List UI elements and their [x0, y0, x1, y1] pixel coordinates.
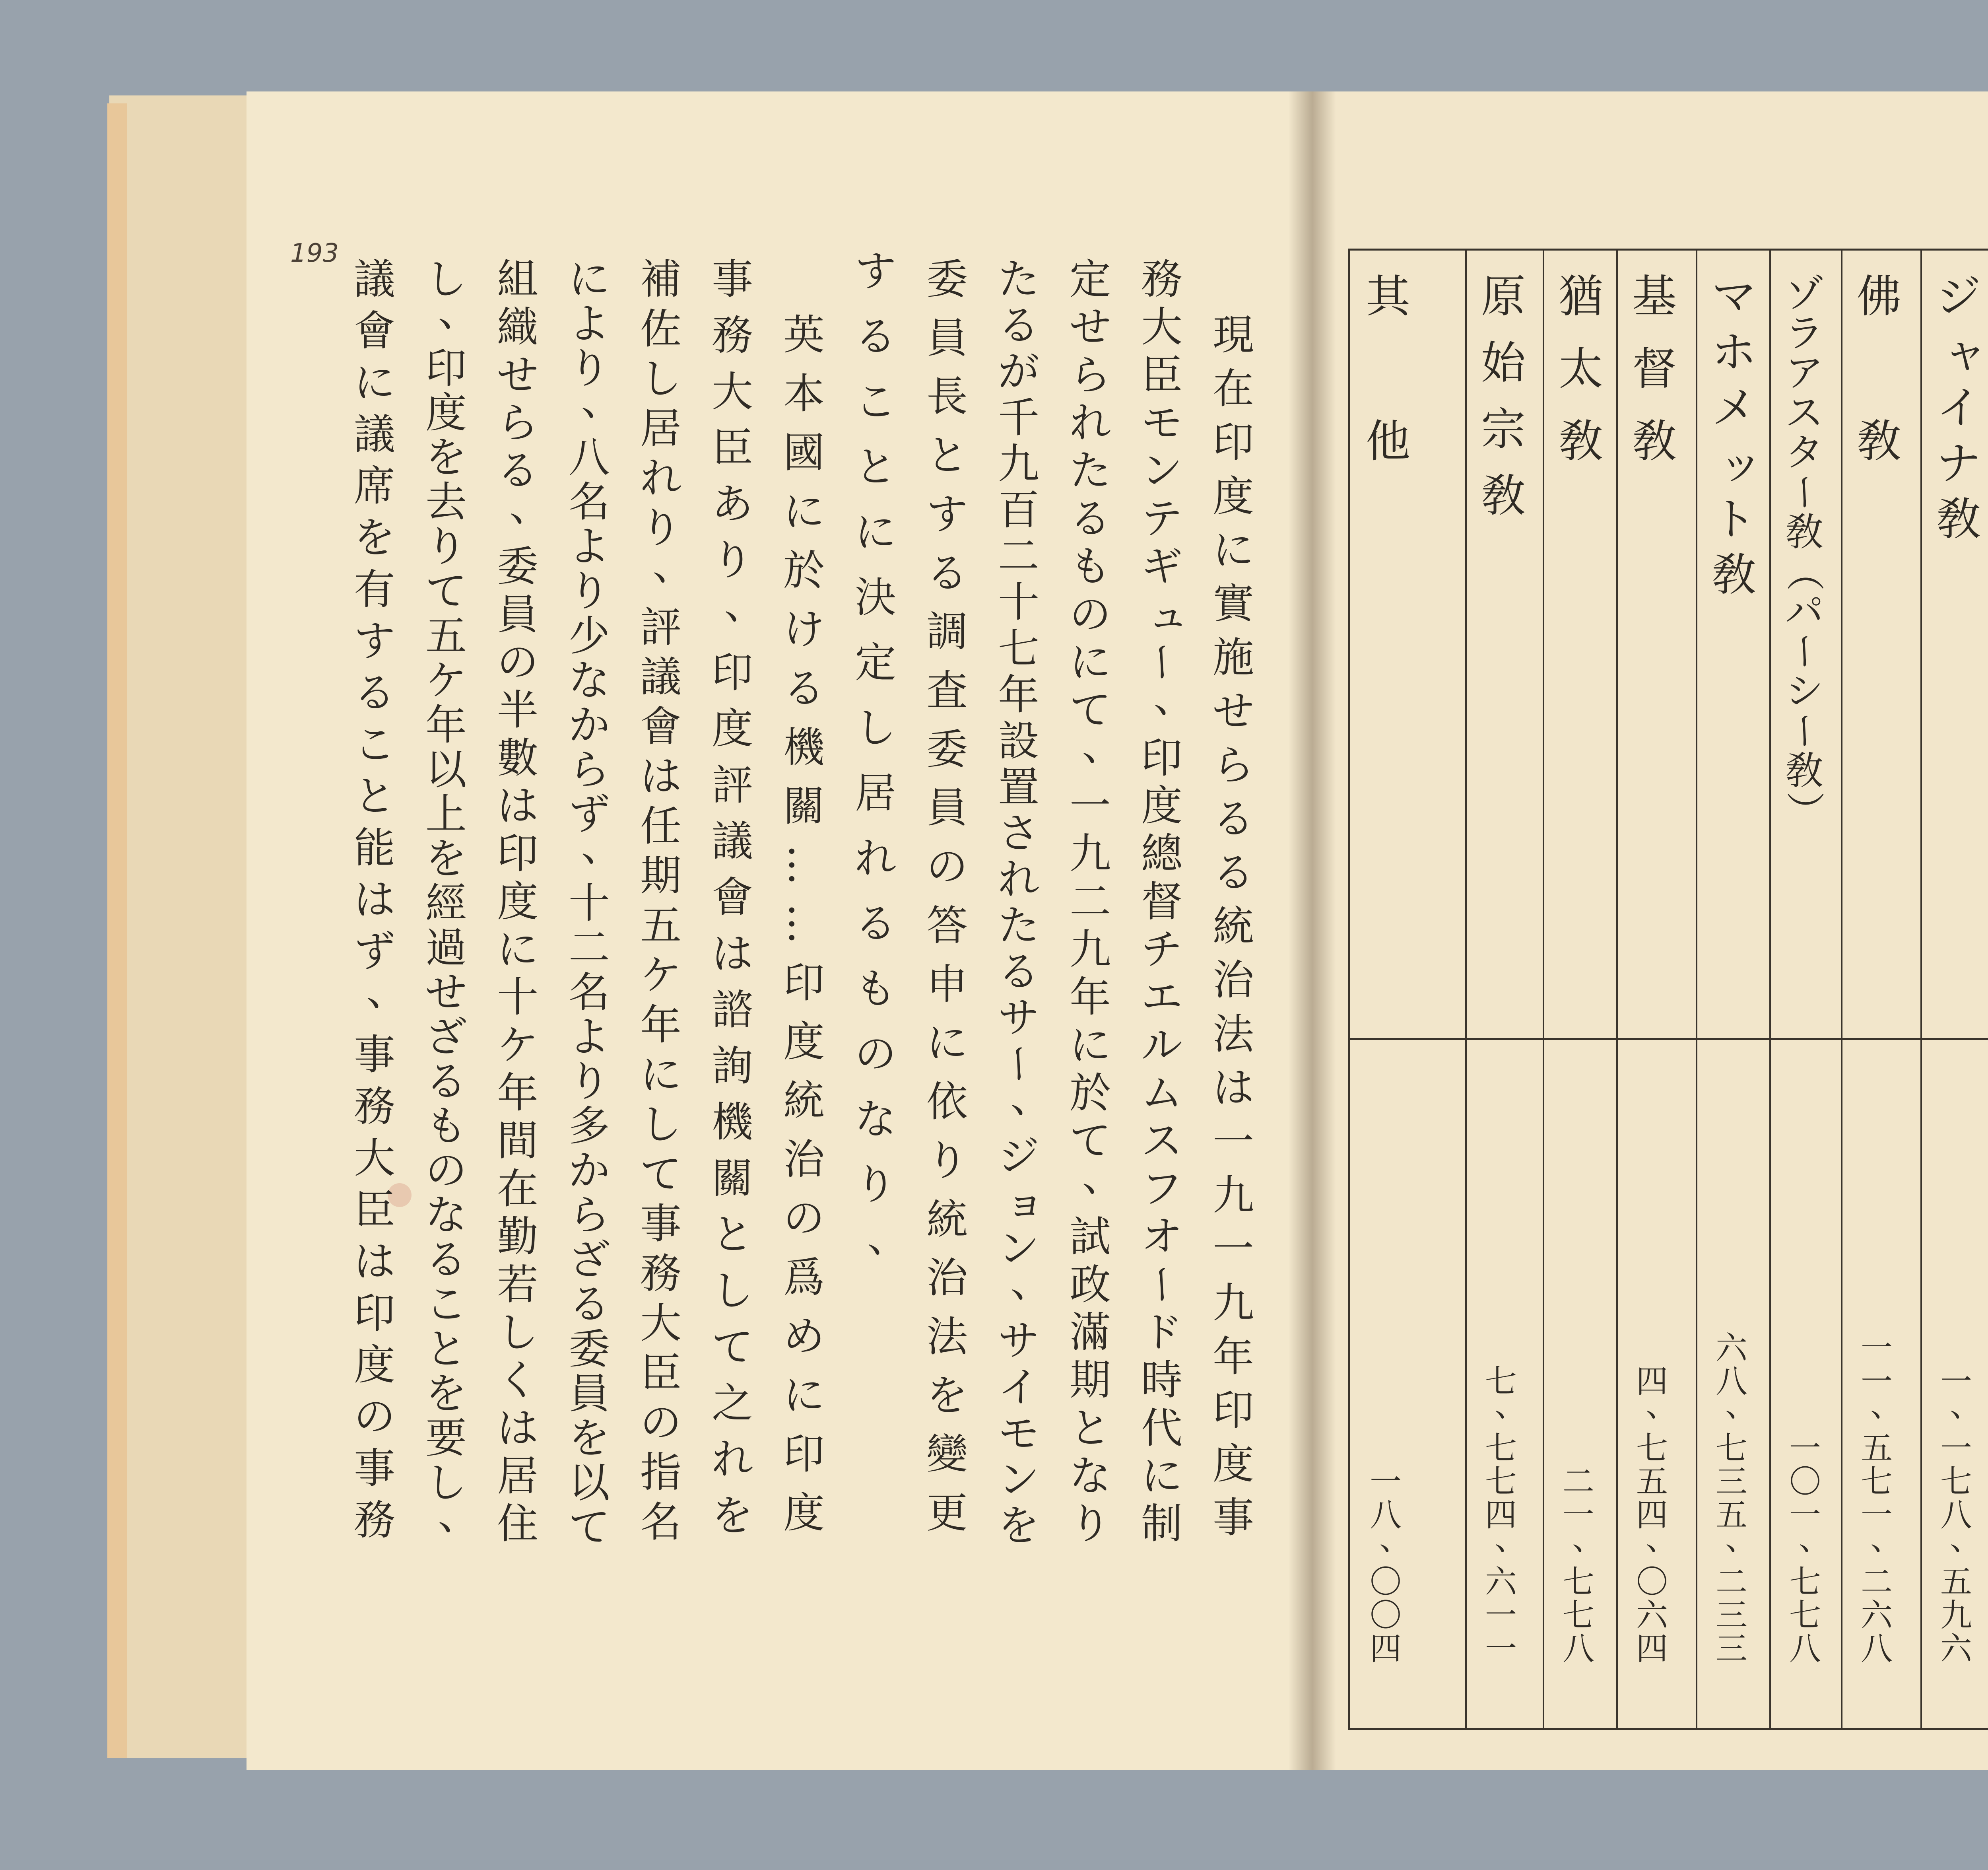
- table-rule: [1920, 251, 1922, 1728]
- religion-name-cell: 原 始 宗 敎: [1481, 271, 1526, 522]
- body-text-column: 定 せ ら れ た る も の に て 、 一 九 二 九 年 に 於 て 、 試 政 滿 期 と な り: [1070, 255, 1124, 1548]
- believer-count-cell: 四 、 七 五 四 、 〇 六 四: [1636, 1363, 1677, 1667]
- believer-count-cell: 二 一 、 七 七 八: [1563, 1463, 1604, 1667]
- believer-count-cell: 一 、 一 七 八 、 五 九 六: [1940, 1363, 1982, 1667]
- religion-name-cell: 猶 太 敎: [1559, 271, 1603, 467]
- body-text-column: す る こ と に 決 定 し 居 れ る も の な り 、: [855, 247, 909, 1262]
- believer-count-cell: 一 〇 一 、 七 七 八: [1789, 1430, 1831, 1667]
- table-divider-header-body: [1350, 1038, 1988, 1040]
- body-text-column: 組 織 せ ら る 、 委 員 の 半 數 は 印 度 に 十 ケ 年 間 在 勤 若 し く は 居 住: [497, 255, 551, 1548]
- left-page-cover: [107, 103, 127, 1758]
- body-text-column: し 、 印 度 を 去 り て 五 ケ 年 以 上 を 經 過 せ ざ る も の な る こ と を 要 し 、: [425, 255, 480, 1539]
- left-page: [247, 91, 1312, 1770]
- table-rule: [1465, 251, 1467, 1728]
- body-text-column: 事 務 大 臣 あ り 、 印 度 評 議 會 は 諮 詢 機 關 と し て 之 れ を: [712, 255, 766, 1540]
- left-page-edge: [109, 95, 252, 1758]
- believer-count-cell: 七 、 七 七 四 、 六 一 一: [1485, 1363, 1526, 1667]
- spine-shadow: [1288, 91, 1336, 1770]
- religion-table: [1348, 249, 1988, 1730]
- believer-count-cell: 六 八 、 七 三 五 、 二 三 三: [1716, 1330, 1757, 1667]
- religion-name-cell: マ ホ メ ッ ト 敎: [1712, 271, 1763, 601]
- religion-name-cell: 基 督 敎: [1632, 271, 1677, 467]
- right-page: [1312, 91, 1988, 1770]
- religion-name-cell: 其 他: [1366, 271, 1410, 467]
- left-page-number: 193: [290, 239, 339, 268]
- believer-count-cell: 一 一 、 五 七 一 、 二 六 八: [1861, 1330, 1902, 1667]
- table-rule: [1616, 251, 1618, 1728]
- table-rule: [1543, 251, 1544, 1728]
- table-rule: [1841, 251, 1842, 1728]
- body-text-column: 補 佐 し 居 れ り 、 評 議 會 は 任 期 五 ケ 年 に し て 事 務 大 臣 の 指 名: [640, 255, 694, 1546]
- body-text-column: た る が 千 九 百 二 十 七 年 設 置 さ れ た る サ ー 、 ジ ョ ン 、 サ イ モ ン を: [994, 255, 1052, 1550]
- religion-name-cell: ゾ ラ ア ス タ ー 敎 （ パ ー シ ー 敎 ）: [1782, 271, 1827, 830]
- body-text-column: 務 大 臣 モ ン テ ギ ュ ー 、 印 度 總 督 チ エ ル ム ス フ オ ー ド 時 代 に 制: [1138, 255, 1195, 1548]
- body-text-column: に よ り 、 八 名 よ り 少 な か ら ず 、 十 二 名 よ り 多 か ら ざ る 委 員 を 以 て: [569, 255, 623, 1551]
- body-text-column: 議 會 に 議 席 を 有 す る こ と 能 は ず 、 事 務 大 臣 は 印 度 の 事 務: [354, 255, 408, 1544]
- believer-count-cell: 一 八 、 〇 〇 四: [1370, 1463, 1411, 1667]
- religion-name-cell: 佛 敎: [1857, 271, 1901, 467]
- religion-name-cell: ジ ャ イ ナ 敎: [1936, 271, 1988, 545]
- body-text-column: 英 本 國 に 於 け る 機 關 … … 印 度 統 治 の 爲 め に 印 度: [780, 311, 828, 1537]
- body-text-column: 現 在 印 度 に 實 施 せ ら る る 統 治 法 は 一 九 一 九 年 印 度 事: [1213, 311, 1254, 1542]
- table-rule: [1696, 251, 1697, 1728]
- table-rule: [1769, 251, 1771, 1728]
- body-text-column: 委 員 長 と す る 調 査 委 員 の 答 申 に 依 り 統 治 法 を 變 更: [926, 255, 968, 1538]
